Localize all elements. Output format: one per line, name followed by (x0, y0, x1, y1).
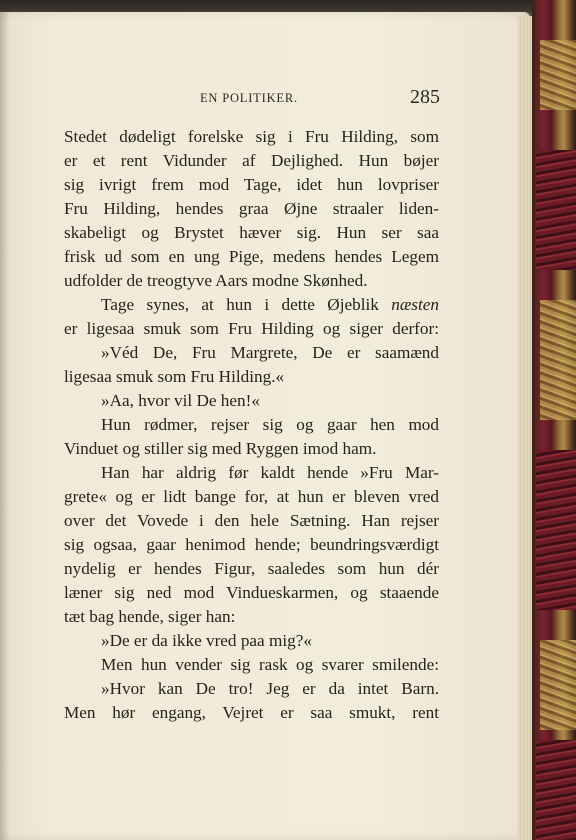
text-line: grete« og er lidt bange for, at hun er bleven vred (64, 487, 439, 506)
text-line: »Véd De, Fru Margrete, De er saamænd (101, 343, 439, 362)
spine-marbled-band (536, 740, 576, 840)
text-line: Stedet dødeligt forelske sig i Fru Hilding, som (64, 127, 439, 146)
text-line: Vinduet og stiller sig med Ryggen imod ham. (64, 439, 377, 458)
spine-gilt-band (540, 300, 576, 420)
text-line: frisk ud som en ung Pige, medens hendes Legem (64, 247, 439, 266)
text-line: nydelig er hendes Figur, saaledes som hun dér (64, 559, 439, 578)
spine-marbled-band (536, 450, 576, 610)
text-span: Tage synes, at hun i dette Øjeblik (101, 295, 379, 314)
text-line: »De er da ikke vred paa mig?« (101, 631, 312, 650)
spine-marbled-band (536, 150, 576, 270)
text-line: tæt bag hende, siger han: (64, 607, 236, 626)
text-line: Hun rødmer, rejser sig og gaar hen mod (101, 415, 439, 434)
text-line: sig ogsaa, gaar henimod hende; beundringsværdigt (64, 535, 439, 554)
running-title: EN POLITIKER. (200, 91, 298, 105)
text-line: er et rent Vidunder af Dejlighed. Hun bøjer (64, 151, 439, 170)
page-number: 285 (410, 86, 440, 108)
text-line: Men hør engang, Vejret er saa smukt, rent (64, 703, 439, 722)
text-line-with-emphasis (101, 294, 439, 316)
text-line: »Hvor kan De tro! Jeg er da intet Barn. (101, 679, 439, 698)
spine-gilt-band (540, 40, 576, 110)
text-line: Men hun vender sig rask og svarer smilende: (101, 655, 439, 674)
page-edges (518, 16, 532, 840)
spine-gilt-band (540, 640, 576, 730)
text-line: »Aa, hvor vil De hen!« (101, 391, 260, 410)
text-line: Fru Hilding, hendes graa Øjne straaler liden- (64, 199, 439, 218)
text-line: er ligesaa smuk som Fru Hilding og siger derfor: (64, 319, 439, 338)
text-line: over det Vovede i den hele Sætning. Han rejser (64, 511, 439, 530)
text-line: skabeligt og Brystet hæver sig. Hun ser saa (64, 223, 439, 242)
text-line: Han har aldrig før kaldt hende »Fru Mar- (101, 463, 439, 482)
text-line: sig ivrigt frem mod Tage, idet hun lovpriser (64, 175, 439, 194)
text-line: ligesaa smuk som Fru Hilding.« (64, 367, 285, 386)
emphasized-word: næsten (391, 295, 439, 314)
gutter-shadow (0, 12, 10, 840)
text-line: udfolder de treogtyve Aars modne Skønhed. (64, 271, 368, 290)
text-line: læner sig ned mod Vindueskarmen, og staaende (64, 583, 439, 602)
